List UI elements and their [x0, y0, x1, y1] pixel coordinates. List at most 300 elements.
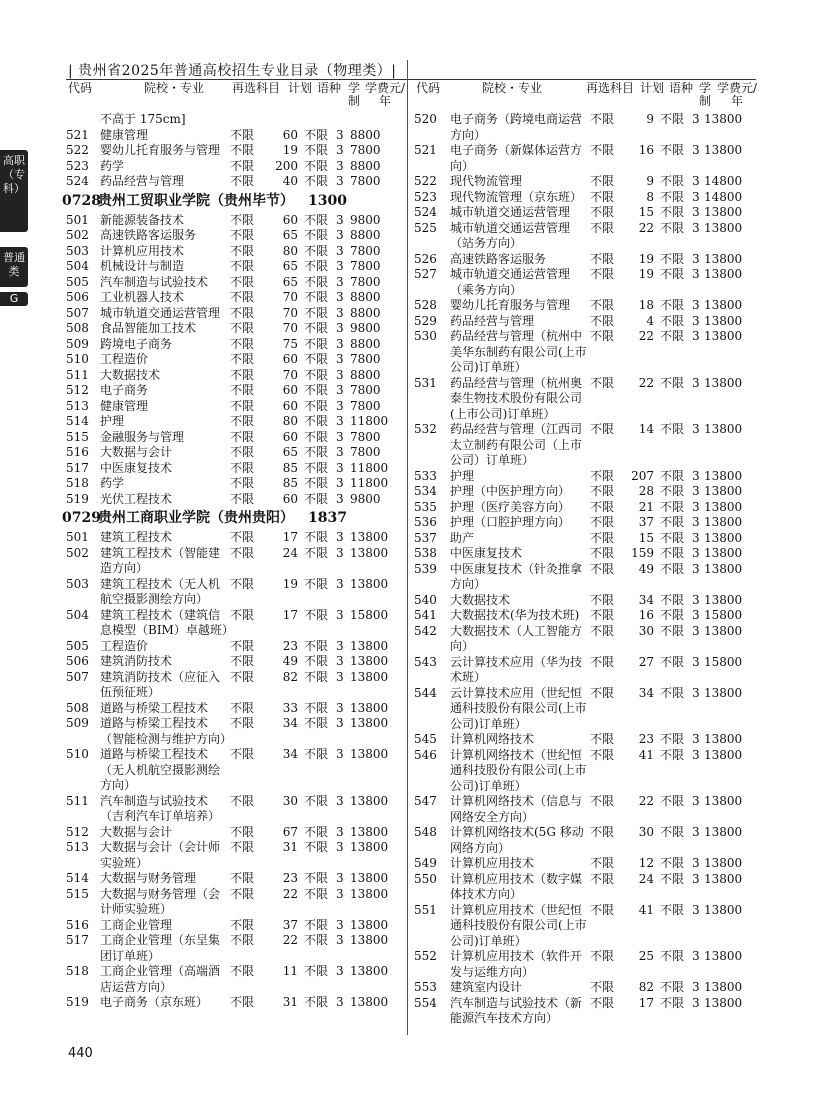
elective-subject: 不限 [230, 158, 255, 173]
major-code: 515 [66, 886, 89, 901]
elective-subject: 不限 [590, 422, 615, 436]
plan-count: 34 [282, 747, 298, 761]
language: 不限 [660, 747, 685, 762]
major-code: 513 [66, 398, 89, 413]
side-tab-level: 高职（专科） [0, 150, 28, 232]
major-name: 食品智能加工技术 [100, 321, 197, 335]
elective-subject: 不限 [230, 174, 255, 188]
major-code: 514 [66, 871, 89, 885]
language: 不限 [304, 476, 329, 490]
major-code: 536 [414, 515, 437, 529]
elective-subject: 不限 [590, 871, 615, 886]
plan-count: 70 [282, 290, 298, 304]
major-name: 云计算技术应用（世纪恒通科技股份有限公司(上市公司)订单班） [450, 685, 587, 731]
table-row [414, 996, 758, 1027]
elective-subject: 不限 [590, 484, 615, 498]
major-name: 计算机应用技术（数字媒体技术方向） [450, 871, 583, 901]
years: 3 [692, 530, 700, 545]
elective-subject: 不限 [230, 530, 255, 544]
major-name: 工商企业管理（高端酒店运营方向） [100, 964, 221, 994]
years: 3 [336, 336, 344, 351]
major-name: 大数据与会计 [100, 445, 173, 459]
elective-subject: 不限 [230, 793, 255, 808]
years: 3 [692, 949, 700, 963]
years: 3 [692, 747, 700, 762]
header-language: 语种 [669, 81, 694, 95]
major-code: 545 [414, 732, 437, 746]
major-name: 金融服务与管理 [100, 429, 185, 444]
language: 不限 [660, 871, 685, 886]
major-code: 504 [66, 259, 89, 273]
major-name: 城市轨道交通运营管理（站务方向） [450, 220, 571, 250]
language: 不限 [304, 127, 329, 142]
table-row [414, 624, 758, 655]
language: 不限 [304, 143, 329, 157]
tuition-fee: 7800 [350, 429, 381, 444]
years: 3 [336, 243, 344, 258]
plan-count: 22 [282, 886, 298, 901]
major-name: 中医康复技术 [100, 460, 173, 475]
major-code: 522 [66, 143, 89, 157]
years: 3 [336, 964, 344, 978]
major-code: 533 [414, 468, 437, 483]
plan-count: 17 [638, 995, 654, 1010]
header-language: 语种 [317, 81, 342, 95]
major-name: 计算机网络技术 [450, 732, 535, 746]
years: 3 [692, 871, 700, 886]
school-plan: 1837 [308, 510, 347, 526]
tuition-fee: 13800 [704, 499, 743, 514]
table-row [66, 492, 406, 508]
plan-count: 65 [282, 445, 298, 459]
elective-subject: 不限 [590, 298, 615, 312]
language: 不限 [304, 871, 329, 885]
language: 不限 [660, 949, 685, 963]
tuition-fee: 7800 [350, 259, 381, 273]
elective-subject: 不限 [590, 623, 615, 638]
tuition-fee: 15800 [704, 654, 743, 669]
table-row [66, 321, 406, 337]
tuition-fee: 13800 [704, 143, 743, 157]
major-code: 547 [414, 794, 437, 808]
header-code: 代码 [68, 81, 93, 95]
tuition-fee: 13800 [704, 329, 743, 343]
years: 3 [336, 669, 344, 684]
major-name: 计算机应用技术 [100, 243, 185, 258]
table-row [66, 608, 406, 639]
language: 不限 [660, 298, 685, 312]
table-row [66, 275, 406, 291]
table-row [414, 469, 758, 485]
major-name: 护理（医疗美容方向） [450, 499, 571, 514]
tuition-fee: 13800 [704, 794, 743, 808]
table-row [66, 337, 406, 353]
years: 3 [692, 732, 700, 746]
major-name: 大数据技术 [100, 367, 161, 382]
elective-subject: 不限 [590, 220, 615, 235]
plan-count: 23 [638, 732, 654, 746]
table-row [66, 368, 406, 384]
tuition-fee: 13800 [350, 716, 389, 730]
plan-count: 33 [282, 700, 298, 715]
elective-subject: 不限 [230, 607, 255, 622]
tuition-fee: 14800 [704, 174, 743, 188]
years: 3 [692, 112, 700, 126]
major-name: 道路与桥梁工程技术（智能检测与维护方向） [100, 716, 233, 746]
left-column [62, 80, 406, 1011]
years: 3 [336, 460, 344, 475]
major-name: 计算机应用技术（软件开发与运维方向） [450, 949, 583, 979]
language: 不限 [304, 824, 329, 839]
plan-count: 22 [638, 375, 654, 390]
table-row [414, 298, 758, 314]
major-name: 建筑消防技术（应征入伍预征班） [100, 669, 221, 699]
years: 3 [692, 422, 700, 436]
table-row [414, 655, 758, 686]
table-row [414, 221, 758, 252]
major-name: 建筑消防技术 [100, 654, 173, 668]
major-code: 514 [66, 414, 89, 428]
language: 不限 [660, 980, 685, 994]
plan-count: 40 [282, 174, 298, 188]
major-name: 健康管理 [100, 127, 149, 142]
table-row [66, 414, 406, 430]
tuition-fee: 13800 [704, 685, 743, 700]
elective-subject: 不限 [230, 352, 255, 366]
elective-subject: 不限 [590, 530, 615, 545]
tuition-fee: 11800 [350, 414, 389, 428]
major-name: 电子商务（跨境电商运营方向） [450, 112, 583, 142]
table-row [414, 515, 758, 531]
years: 3 [336, 576, 344, 591]
tuition-fee: 13800 [704, 949, 743, 963]
language: 不限 [304, 367, 329, 382]
tuition-fee: 13800 [704, 546, 743, 560]
plan-count: 15 [638, 530, 654, 545]
major-code: 507 [66, 669, 89, 684]
elective-subject: 不限 [230, 700, 255, 715]
elective-subject: 不限 [590, 112, 615, 126]
elective-subject: 不限 [590, 825, 615, 839]
language: 不限 [304, 530, 329, 544]
tuition-fee: 8800 [350, 290, 381, 304]
major-name: 大数据与财务管理（会计师实验班） [100, 886, 221, 916]
table-row [66, 747, 406, 794]
plan-count: 31 [282, 995, 298, 1009]
major-code: 505 [66, 274, 89, 289]
left-row-list [62, 112, 406, 1011]
table-row [66, 476, 406, 492]
tuition-fee: 9800 [350, 491, 381, 506]
language: 不限 [304, 840, 329, 854]
elective-subject: 不限 [230, 964, 255, 978]
language: 不限 [304, 793, 329, 808]
years: 3 [692, 189, 700, 204]
table-row [414, 903, 758, 950]
table-row [66, 352, 406, 368]
years: 3 [336, 274, 344, 289]
tuition-fee: 8800 [350, 305, 381, 320]
years: 3 [336, 174, 344, 188]
table-row [414, 794, 758, 825]
elective-subject: 不限 [230, 669, 255, 684]
major-code: 502 [66, 545, 89, 560]
tuition-fee: 13800 [350, 747, 389, 761]
years: 3 [336, 158, 344, 173]
elective-subject: 不限 [230, 305, 255, 320]
header-plan: 计划 [640, 81, 665, 95]
plan-count: 65 [282, 259, 298, 273]
elective-subject: 不限 [230, 716, 255, 730]
major-name: 光伏工程技术 [100, 491, 173, 506]
plan-count: 18 [638, 298, 654, 312]
major-name: 建筑工程技术 [100, 530, 173, 544]
plan-count: 16 [638, 143, 654, 157]
major-name: 助产 [450, 530, 475, 545]
years: 3 [692, 902, 700, 917]
major-code: 509 [66, 716, 89, 730]
language: 不限 [660, 825, 685, 839]
tuition-fee: 13800 [350, 793, 389, 808]
years: 3 [336, 445, 344, 459]
major-name: 护理（口腔护理方向） [450, 515, 571, 529]
major-code: 524 [414, 205, 437, 219]
major-code: 521 [66, 127, 89, 142]
header-fee: 学费元/年 [716, 81, 758, 108]
elective-subject: 不限 [230, 228, 255, 242]
table-row [66, 259, 406, 275]
years: 3 [336, 143, 344, 157]
tuition-fee: 13800 [704, 251, 743, 266]
major-code: 538 [414, 546, 437, 560]
table-row [414, 267, 758, 298]
major-name: 建筑工程技术（建筑信息模型（BIM）卓越班） [100, 607, 234, 637]
language: 不限 [304, 383, 329, 397]
table-row [414, 546, 758, 562]
language: 不限 [304, 545, 329, 560]
major-name: 大数据技术(华为技术班) [450, 608, 580, 622]
major-name: 计算机网络技术(5G 移动网络方向） [450, 825, 584, 855]
table-row [66, 306, 406, 322]
table-row [414, 500, 758, 516]
language: 不限 [304, 700, 329, 715]
years: 3 [336, 886, 344, 901]
plan-count: 8 [646, 189, 654, 204]
language: 不限 [304, 305, 329, 320]
school-code: 0729 [62, 510, 101, 526]
major-name: 大数据技术 [450, 592, 511, 607]
years: 3 [692, 546, 700, 560]
header-elective: 再选科目 [232, 81, 281, 95]
major-name: 城市轨道交通运营管理（乘务方向） [450, 267, 571, 297]
years: 3 [336, 127, 344, 142]
plan-count: 60 [282, 352, 298, 366]
major-name: 汽车制造与试验技术（新能源汽车技术方向） [450, 995, 583, 1025]
elective-subject: 不限 [590, 902, 615, 917]
elective-subject: 不限 [590, 329, 615, 343]
years: 3 [336, 917, 344, 932]
major-code: 512 [66, 824, 89, 839]
major-name: 高速铁路客运服务 [100, 228, 197, 242]
major-code: 516 [66, 917, 89, 932]
years: 3 [692, 468, 700, 483]
major-name: 药学 [100, 476, 125, 490]
major-name: 跨境电子商务 [100, 336, 173, 351]
plan-count: 27 [638, 654, 654, 669]
table-row [66, 794, 406, 825]
plan-count: 60 [282, 212, 298, 227]
table-row [414, 531, 758, 547]
elective-subject: 不限 [230, 545, 255, 560]
tuition-fee: 13800 [350, 576, 389, 591]
major-name: 现代物流管理（京东班） [450, 189, 583, 204]
page-header: | 贵州省2025年普通高校招生专业目录（物理类）| [68, 63, 397, 79]
major-code: 515 [66, 429, 89, 444]
elective-subject: 不限 [590, 468, 615, 483]
tuition-fee: 13800 [350, 995, 389, 1009]
table-row [66, 825, 406, 841]
major-name: 工业机器人技术 [100, 290, 185, 304]
page-number: 440 [68, 1046, 93, 1061]
tuition-fee: 13800 [704, 375, 743, 390]
plan-count: 82 [638, 980, 654, 994]
language: 不限 [660, 143, 685, 157]
plan-count: 34 [282, 716, 298, 730]
major-name: 汽车制造与试验技术 [100, 274, 209, 289]
major-code: 541 [414, 608, 437, 622]
major-name: 护理（中医护理方向） [450, 484, 571, 498]
table-row [66, 840, 406, 871]
table-header [414, 80, 758, 112]
major-code: 502 [66, 228, 89, 242]
plan-count: 67 [282, 824, 298, 839]
tuition-fee: 13800 [350, 917, 389, 932]
elective-subject: 不限 [590, 794, 615, 808]
tuition-fee: 13800 [350, 654, 389, 668]
elective-subject: 不限 [230, 336, 255, 351]
table-row [414, 190, 758, 206]
major-code: 501 [66, 212, 89, 227]
table-row [414, 872, 758, 903]
side-tab-category: 普通类 [0, 247, 28, 287]
tuition-fee: 13800 [704, 484, 743, 498]
language: 不限 [304, 212, 329, 227]
table-row [414, 949, 758, 980]
major-code: 550 [414, 871, 437, 886]
table-row [414, 329, 758, 376]
table-row [66, 128, 406, 144]
table-row [414, 376, 758, 423]
major-code: 510 [66, 747, 89, 761]
language: 不限 [304, 429, 329, 444]
major-code: 510 [66, 352, 89, 366]
table-row [414, 748, 758, 795]
language: 不限 [304, 964, 329, 978]
years: 3 [336, 259, 344, 273]
table-row [66, 143, 406, 159]
major-code: 511 [66, 367, 89, 382]
major-name: 计算机应用技术（世纪恒通科技股份有限公司(上市公司)订单班） [450, 902, 587, 948]
school-plan: 1300 [308, 192, 347, 209]
tuition-fee: 13800 [704, 980, 743, 994]
language: 不限 [660, 654, 685, 669]
major-name: 药品经营与管理（杭州中美华东制药有限公司(上市公司)订单班） [450, 329, 587, 374]
language: 不限 [660, 220, 685, 235]
elective-subject: 不限 [590, 313, 615, 328]
years: 3 [336, 747, 344, 761]
major-code: 546 [414, 747, 437, 762]
years: 3 [336, 824, 344, 839]
years: 3 [692, 515, 700, 529]
table-row [414, 252, 758, 268]
plan-count: 30 [638, 623, 654, 638]
major-code: 503 [66, 243, 89, 258]
plan-count: 19 [282, 576, 298, 591]
tuition-fee: 13800 [704, 825, 743, 839]
language: 不限 [660, 561, 685, 576]
major-name: 新能源装备技术 [100, 212, 185, 227]
years: 3 [336, 290, 344, 304]
table-row [414, 856, 758, 872]
language: 不限 [304, 398, 329, 413]
plan-count: 22 [638, 220, 654, 235]
major-code: 521 [414, 143, 437, 157]
table-header [66, 80, 406, 112]
table-row [66, 887, 406, 918]
major-name: 城市轨道交通运营管理 [100, 305, 221, 320]
years: 3 [336, 476, 344, 490]
language: 不限 [660, 251, 685, 266]
years: 3 [692, 794, 700, 808]
plan-count: 24 [638, 871, 654, 886]
plan-count: 34 [638, 592, 654, 607]
language: 不限 [660, 484, 685, 498]
plan-count: 21 [638, 499, 654, 514]
major-name: 护理 [450, 468, 475, 483]
language: 不限 [660, 995, 685, 1010]
major-code: 537 [414, 530, 437, 545]
plan-count: 15 [638, 205, 654, 219]
major-code: 551 [414, 902, 437, 917]
years: 3 [692, 329, 700, 343]
language: 不限 [304, 243, 329, 258]
major-code: 534 [414, 484, 437, 498]
side-tab-letter: G [0, 292, 28, 306]
elective-subject: 不限 [590, 251, 615, 266]
major-code: 542 [414, 623, 437, 638]
major-code: 529 [414, 313, 437, 328]
school-heading [62, 192, 406, 211]
major-code: 528 [414, 298, 437, 312]
major-name: 电子商务 [100, 383, 149, 397]
years: 3 [336, 530, 344, 544]
elective-subject: 不限 [230, 933, 255, 947]
language: 不限 [304, 321, 329, 335]
table-row [414, 143, 758, 174]
major-name: 工程造价 [100, 638, 149, 653]
plan-count: 19 [282, 143, 298, 157]
plan-count: 41 [638, 902, 654, 917]
major-name: 工商企业管理（东呈集团订单班） [100, 933, 221, 963]
elective-subject: 不限 [590, 267, 615, 281]
table-row [66, 639, 406, 655]
table-row [66, 430, 406, 446]
major-name: 汽车制造与试验技术（吉利汽车订单培养） [100, 793, 221, 823]
major-code: 524 [66, 174, 89, 188]
language: 不限 [660, 856, 685, 870]
major-code: 519 [66, 491, 89, 506]
major-name: 高速铁路客运服务 [450, 251, 547, 266]
